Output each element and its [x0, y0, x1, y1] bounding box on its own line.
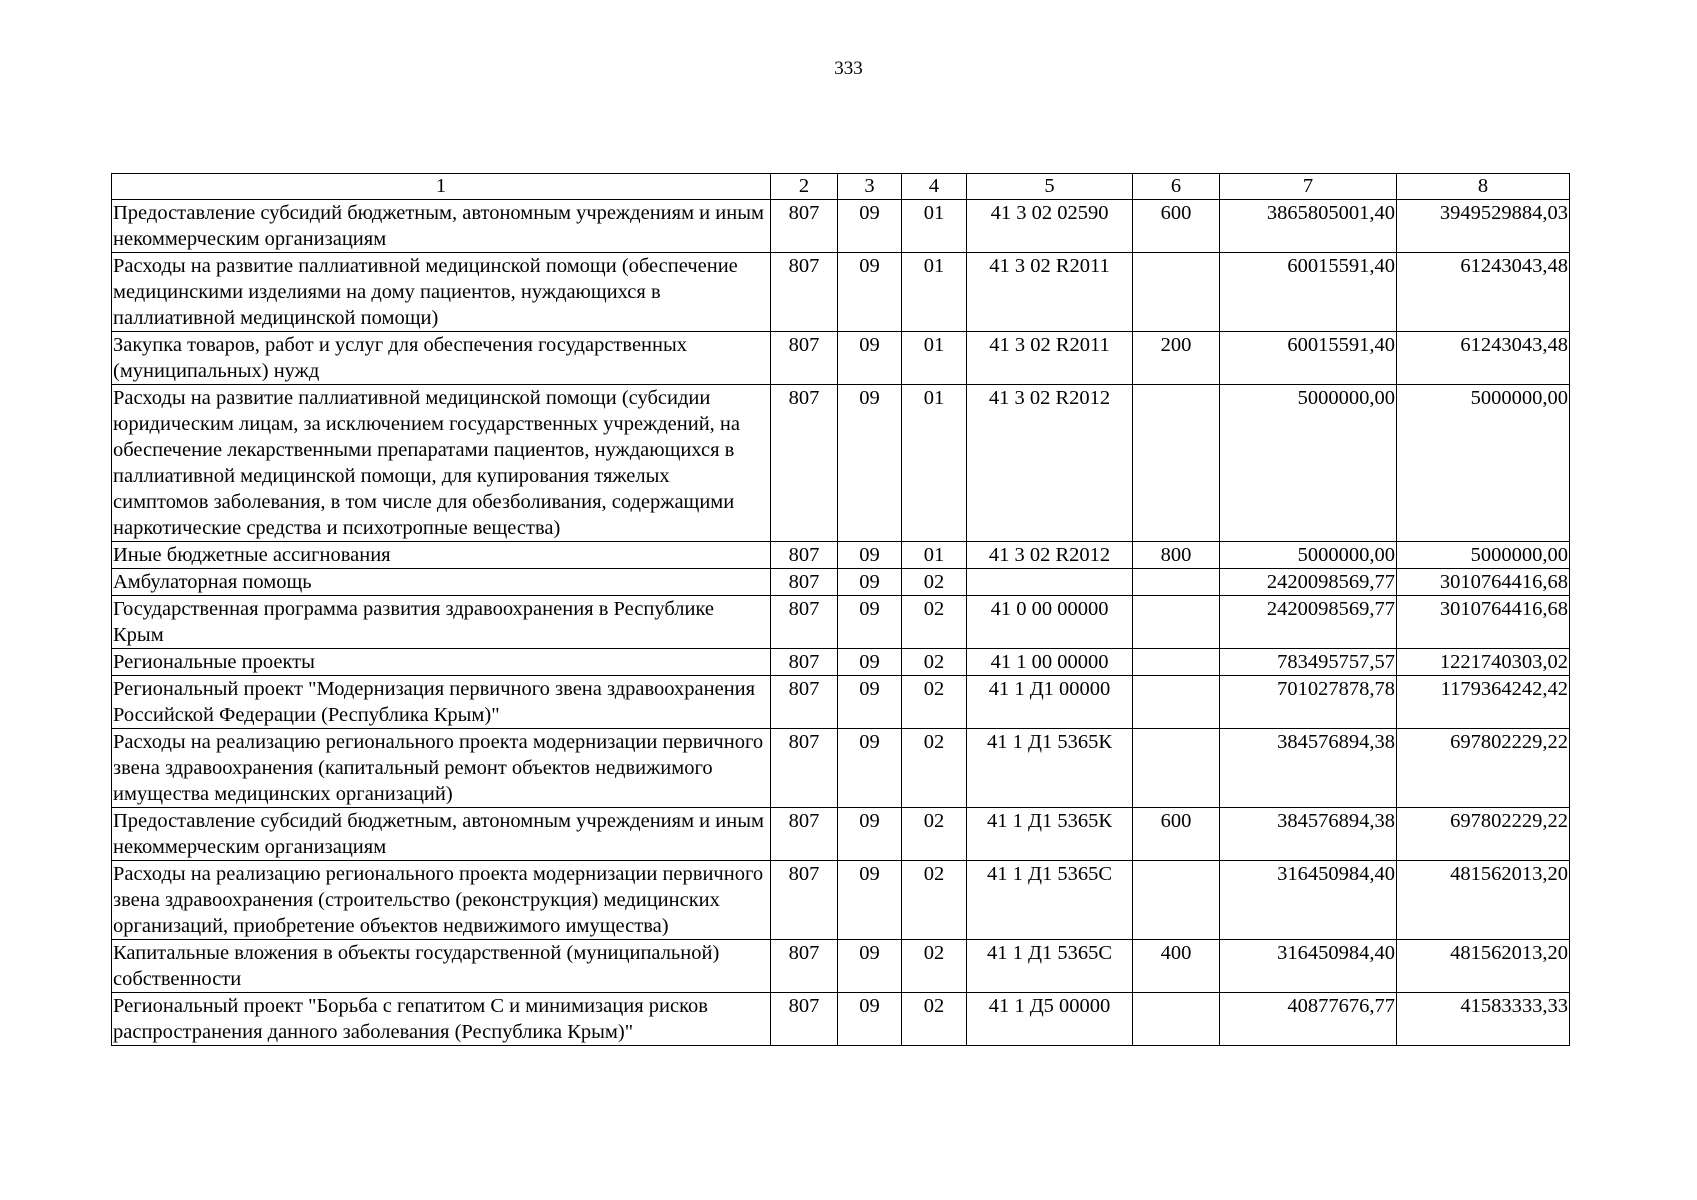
- row-subsection-cell: 02: [902, 729, 967, 808]
- row-expense-type-cell: [1133, 253, 1220, 332]
- row-code-cell: 807: [771, 385, 838, 542]
- column-header: 5: [967, 174, 1133, 200]
- row-name-cell: Иные бюджетные ассигнования: [112, 542, 771, 569]
- row-name-cell: Региональный проект "Борьба с гепатитом С и минимизация рисков распространения данного заболевания (Республика Крым)": [112, 993, 771, 1046]
- row-section-cell: 09: [838, 861, 902, 940]
- row-name-cell: Закупка товаров, работ и услуг для обеспечения государственных (муниципальных) нужд: [112, 332, 771, 385]
- row-name-cell: Амбулаторная помощь: [112, 569, 771, 596]
- row-expense-type-cell: 200: [1133, 332, 1220, 385]
- budget-table: [111, 173, 1570, 1046]
- row-name-cell: Региональный проект "Модернизация первичного звена здравоохранения Российской Федерации (Республика Крым)": [112, 676, 771, 729]
- row-amount-2023-cell: 3865805001,40: [1220, 200, 1397, 253]
- page-number: 333: [834, 58, 863, 79]
- row-subsection-cell: 01: [902, 542, 967, 569]
- row-amount-2023-cell: 384576894,38: [1220, 729, 1397, 808]
- row-name-cell: Предоставление субсидий бюджетным, автономным учреждениям и иным некоммерческим организациям: [112, 808, 771, 861]
- table-row: [112, 332, 1570, 385]
- row-expense-type-cell: 600: [1133, 808, 1220, 861]
- row-target-article-cell: 41 1 Д1 00000: [967, 676, 1133, 729]
- table-row: [112, 861, 1570, 940]
- row-expense-type-cell: [1133, 861, 1220, 940]
- row-subsection-cell: 02: [902, 596, 967, 649]
- table-row: [112, 542, 1570, 569]
- row-code-cell: 807: [771, 729, 838, 808]
- row-subsection-cell: 02: [902, 940, 967, 993]
- table-row: [112, 993, 1570, 1046]
- row-name-cell: Предоставление субсидий бюджетным, автономным учреждениям и иным некоммерческим организациям: [112, 200, 771, 253]
- table-row: [112, 808, 1570, 861]
- row-amount-2024-cell: 481562013,20: [1397, 861, 1570, 940]
- row-amount-2024-cell: 61243043,48: [1397, 332, 1570, 385]
- table-row: [112, 200, 1570, 253]
- row-amount-2023-cell: 316450984,40: [1220, 940, 1397, 993]
- row-section-cell: 09: [838, 200, 902, 253]
- row-amount-2024-cell: 1221740303,02: [1397, 649, 1570, 676]
- row-amount-2023-cell: 384576894,38: [1220, 808, 1397, 861]
- row-section-cell: 09: [838, 253, 902, 332]
- row-name-cell: Расходы на реализацию регионального проекта модернизации первичного звена здравоохранения (капитальный ремонт объектов недвижимого имущества медицинских организаций): [112, 729, 771, 808]
- row-name-cell: Капитальные вложения в объекты государственной (муниципальной) собственности: [112, 940, 771, 993]
- row-name-cell: Расходы на развитие паллиативной медицинской помощи (обеспечение медицинскими изделиями на дому пациентов, нуждающихся в паллиативной медицинской помощи): [112, 253, 771, 332]
- row-expense-type-cell: [1133, 385, 1220, 542]
- row-expense-type-cell: 400: [1133, 940, 1220, 993]
- row-target-article-cell: 41 3 02 R2012: [967, 542, 1133, 569]
- row-amount-2024-cell: 3010764416,68: [1397, 569, 1570, 596]
- column-header: 8: [1397, 174, 1570, 200]
- row-target-article-cell: 41 1 Д1 5365С: [967, 861, 1133, 940]
- row-section-cell: 09: [838, 542, 902, 569]
- row-amount-2023-cell: 2420098569,77: [1220, 569, 1397, 596]
- row-section-cell: 09: [838, 808, 902, 861]
- row-name-cell: Государственная программа развития здравоохранения в Республике Крым: [112, 596, 771, 649]
- row-code-cell: 807: [771, 332, 838, 385]
- row-expense-type-cell: [1133, 676, 1220, 729]
- table-row: [112, 385, 1570, 542]
- row-expense-type-cell: 600: [1133, 200, 1220, 253]
- row-amount-2023-cell: 60015591,40: [1220, 332, 1397, 385]
- row-section-cell: 09: [838, 332, 902, 385]
- row-target-article-cell: 41 1 Д5 00000: [967, 993, 1133, 1046]
- row-section-cell: 09: [838, 385, 902, 542]
- row-target-article-cell: 41 3 02 R2011: [967, 253, 1133, 332]
- row-expense-type-cell: [1133, 729, 1220, 808]
- row-subsection-cell: 02: [902, 569, 967, 596]
- row-section-cell: 09: [838, 596, 902, 649]
- row-code-cell: 807: [771, 649, 838, 676]
- row-amount-2024-cell: 5000000,00: [1397, 542, 1570, 569]
- row-target-article-cell: 41 0 00 00000: [967, 596, 1133, 649]
- row-target-article-cell: 41 1 Д1 5365С: [967, 940, 1133, 993]
- column-header: 1: [112, 174, 771, 200]
- column-header: 7: [1220, 174, 1397, 200]
- row-subsection-cell: 02: [902, 993, 967, 1046]
- row-section-cell: 09: [838, 729, 902, 808]
- column-header: 6: [1133, 174, 1220, 200]
- row-subsection-cell: 02: [902, 808, 967, 861]
- table-row: [112, 596, 1570, 649]
- row-code-cell: 807: [771, 940, 838, 993]
- row-name-cell: Региональные проекты: [112, 649, 771, 676]
- row-section-cell: 09: [838, 993, 902, 1046]
- table-row: [112, 676, 1570, 729]
- row-subsection-cell: 02: [902, 861, 967, 940]
- row-name-cell: Расходы на развитие паллиативной медицинской помощи (субсидии юридическим лицам, за исключением государственных учреждений, на обеспечение лекарственными препаратами пациентов, нуждающихся в паллиативной медицинской помощи, для купирования тяжелых симптомов заболевания, в том числе для обезболивания, содержащими наркотические средства и психотропные вещества): [112, 385, 771, 542]
- row-amount-2024-cell: 5000000,00: [1397, 385, 1570, 542]
- row-amount-2024-cell: 3010764416,68: [1397, 596, 1570, 649]
- row-code-cell: 807: [771, 253, 838, 332]
- row-expense-type-cell: [1133, 993, 1220, 1046]
- row-section-cell: 09: [838, 676, 902, 729]
- row-subsection-cell: 01: [902, 332, 967, 385]
- row-section-cell: 09: [838, 649, 902, 676]
- row-amount-2023-cell: 316450984,40: [1220, 861, 1397, 940]
- row-expense-type-cell: 800: [1133, 542, 1220, 569]
- row-subsection-cell: 01: [902, 253, 967, 332]
- table-row: [112, 940, 1570, 993]
- row-amount-2024-cell: 697802229,22: [1397, 808, 1570, 861]
- row-amount-2024-cell: 481562013,20: [1397, 940, 1570, 993]
- row-amount-2024-cell: 61243043,48: [1397, 253, 1570, 332]
- row-code-cell: 807: [771, 596, 838, 649]
- row-expense-type-cell: [1133, 569, 1220, 596]
- table-row: [112, 649, 1570, 676]
- row-amount-2023-cell: 5000000,00: [1220, 542, 1397, 569]
- row-amount-2023-cell: 40877676,77: [1220, 993, 1397, 1046]
- table-row: [112, 253, 1570, 332]
- row-subsection-cell: 02: [902, 676, 967, 729]
- row-subsection-cell: 02: [902, 649, 967, 676]
- row-subsection-cell: 01: [902, 200, 967, 253]
- table-row: [112, 729, 1570, 808]
- row-expense-type-cell: [1133, 596, 1220, 649]
- row-code-cell: 807: [771, 542, 838, 569]
- row-amount-2024-cell: 697802229,22: [1397, 729, 1570, 808]
- row-code-cell: 807: [771, 861, 838, 940]
- row-amount-2023-cell: 701027878,78: [1220, 676, 1397, 729]
- row-target-article-cell: 41 3 02 02590: [967, 200, 1133, 253]
- row-amount-2023-cell: 783495757,57: [1220, 649, 1397, 676]
- row-name-cell: Расходы на реализацию регионального проекта модернизации первичного звена здравоохранения (строительство (реконструкция) медицинских организаций, приобретение объектов недвижимого имущества): [112, 861, 771, 940]
- row-amount-2023-cell: 5000000,00: [1220, 385, 1397, 542]
- row-amount-2024-cell: 3949529884,03: [1397, 200, 1570, 253]
- column-header: 3: [838, 174, 902, 200]
- row-target-article-cell: [967, 569, 1133, 596]
- row-section-cell: 09: [838, 940, 902, 993]
- row-amount-2023-cell: 2420098569,77: [1220, 596, 1397, 649]
- row-subsection-cell: 01: [902, 385, 967, 542]
- column-header: 2: [771, 174, 838, 200]
- row-target-article-cell: 41 1 Д1 5365К: [967, 808, 1133, 861]
- column-header: 4: [902, 174, 967, 200]
- row-target-article-cell: 41 3 02 R2011: [967, 332, 1133, 385]
- row-code-cell: 807: [771, 993, 838, 1046]
- row-target-article-cell: 41 3 02 R2012: [967, 385, 1133, 542]
- table-body: [112, 200, 1570, 1046]
- row-code-cell: 807: [771, 569, 838, 596]
- row-target-article-cell: 41 1 Д1 5365К: [967, 729, 1133, 808]
- row-amount-2024-cell: 41583333,33: [1397, 993, 1570, 1046]
- row-section-cell: 09: [838, 569, 902, 596]
- row-code-cell: 807: [771, 808, 838, 861]
- row-expense-type-cell: [1133, 649, 1220, 676]
- row-amount-2023-cell: 60015591,40: [1220, 253, 1397, 332]
- row-target-article-cell: 41 1 00 00000: [967, 649, 1133, 676]
- row-amount-2024-cell: 1179364242,42: [1397, 676, 1570, 729]
- row-code-cell: 807: [771, 676, 838, 729]
- table-row: [112, 569, 1570, 596]
- header-row: [112, 174, 1570, 200]
- row-code-cell: 807: [771, 200, 838, 253]
